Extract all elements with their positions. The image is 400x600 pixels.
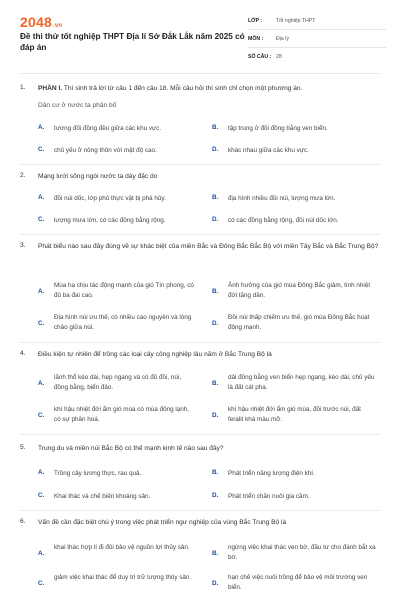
option-letter[interactable]: A. [38,550,45,557]
question-text: Điều kiện tự nhiên để trồng các loại cây công nghiệp lâu năm ở Bắc Trung Bộ là [38,351,272,358]
meta-row-subject [248,30,386,48]
meta-label: MÔN : [248,35,264,42]
meta-value: 28 [276,53,282,60]
option-letter[interactable]: C. [38,492,45,499]
option-text[interactable]: dải đồng bằng ven biển hẹp ngang, kéo dài, chủ yếu là đất cát pha. [228,374,375,391]
option-letter[interactable]: B. [212,469,219,476]
option-text[interactable]: ngừng việc khai thác ven bờ, đầu tư cho đánh bắt xa bờ. [228,544,376,561]
question-text: Trung du và miền núi Bắc Bộ có thế mạnh kinh tế nào sau đây? [38,445,224,452]
option-text[interactable]: lượng mưa lớn, có các đồng bằng rộng. [54,217,166,224]
question-text: Vấn đề cần đặc biệt chú ý trong việc phát triển ngư nghiệp của vùng Bắc Trung Bộ là [38,519,287,526]
question-text [38,84,380,94]
part-label: PHẦN I. [38,85,63,92]
option-text[interactable]: hạn chế việc nuôi trồng để bảo vệ môi trường ven biển. [228,574,368,591]
question-separator [20,164,380,165]
option-text[interactable]: Ảnh hưởng của gió mùa Đông Bắc giảm, tính nhiệt đới tăng dần. [228,282,371,299]
option-text[interactable]: khí hậu nhiệt đới ẩm gió mùa, đồi trước núi, đất feralit khá màu mỡ. [228,406,361,423]
option-letter[interactable]: B. [212,288,219,295]
option-letter[interactable]: C. [38,146,45,153]
option-text[interactable]: tập trung ở đồi đồng bằng ven biển. [228,125,328,132]
option-text[interactable]: Khai thác và chế biến khoáng sản. [54,493,151,500]
option-letter[interactable]: A. [38,380,45,387]
option-letter[interactable]: D. [212,216,219,223]
option-letter[interactable]: B. [212,380,219,387]
meta-row-class [248,12,386,30]
question-text: Phát biểu nào sau đây đúng về sự khác biệt của miền Bắc và Đông Bắc Bắc Bộ với miền Tây Bắc và Bắc Trung Bộ? [38,243,379,250]
option-letter[interactable]: A. [38,288,45,295]
option-text[interactable]: khác nhau giữa các khu vực. [228,147,309,154]
option-letter[interactable]: B. [212,194,219,201]
question-separator [20,234,380,235]
header [0,0,400,70]
option-text[interactable]: khí hậu nhiệt đới ẩm gió mùa có mùa đông lạnh, có sự phân hoá. [54,406,190,423]
option-letter[interactable]: A. [38,124,45,131]
question-separator [20,510,380,511]
question-number: 5. [20,444,26,451]
option-text[interactable]: Đồi núi thấp chiếm ưu thế, gió mùa Đông Bắc hoạt động mạnh. [228,314,370,331]
option-text[interactable]: Trồng cây lương thực, rau quả. [54,470,142,477]
question-separator [20,342,380,343]
option-text[interactable]: địa hình nhiều đồi núi, lượng mưa lớn. [228,195,336,202]
question-number: 4. [20,350,26,357]
option-text[interactable]: Phát triển chăn nuôi gia cầm. [228,493,310,500]
meta-label: LỚP : [248,17,263,24]
option-text[interactable]: có các đồng bằng rộng, đồi núi dốc lớn. [228,217,339,224]
question-number: 2. [20,172,26,179]
logo-main: 2048 [20,14,52,30]
question-stem: Dân cư ở nước ta phân bố [38,102,117,109]
option-letter[interactable]: B. [212,124,219,131]
question-number: 3. [20,242,26,249]
option-letter[interactable]: C. [38,216,45,223]
option-text[interactable]: tương đối đồng đều giữa các khu vực. [54,125,162,132]
page-title: Đề thi thử tốt nghiệp THPT Địa lí Sở Đắk Lắk năm 2025 có đáp án [20,32,245,52]
question-separator [20,434,380,435]
option-letter[interactable]: D. [212,580,219,587]
option-text[interactable]: đồi núi dốc, lớp phủ thực vật bị phá hủy. [54,195,166,202]
option-text[interactable]: Mùa hạ chịu tác động mạnh của gió Tín phong, có đủ ba đai cao. [54,282,194,299]
option-text[interactable]: lãnh thổ kéo dài, hẹp ngang và có đủ đồi, núi, đồng bằng, biển đảo. [54,374,182,391]
option-text[interactable]: Phát triển năng lượng điện khí. [228,470,315,477]
option-text[interactable]: giảm việc khai thác để duy trì trữ lượng thủy sản. [54,574,192,581]
part-instruction: Thí sinh trả lời từ câu 1 đến câu 18. Mỗi câu hỏi thí sinh chỉ chọn một phương án. [62,85,303,92]
logo-tld: .vn [52,23,63,29]
question-text: Mạng lưới sông ngòi nước ta dày đặc do [38,173,158,180]
meta-value: Địa lý [276,35,289,42]
option-letter[interactable]: C. [38,320,45,327]
option-letter[interactable]: D. [212,320,219,327]
option-letter[interactable]: A. [38,469,45,476]
question-number: 6. [20,518,26,525]
header-divider [20,73,380,74]
meta-label: SỐ CÂU : [248,53,272,60]
option-text[interactable]: chủ yếu ở nông thôn với mật độ cao. [54,147,157,154]
option-text[interactable]: Địa hình núi ưu thế, có nhiều cao nguyên và lòng chảo giữa núi. [54,314,192,331]
option-text[interactable]: khai thác hợp lí đi đôi bảo vệ nguồn lợi thủy sản. [54,544,190,551]
option-letter[interactable]: A. [38,194,45,201]
option-letter[interactable]: D. [212,146,219,153]
option-letter[interactable]: C. [38,580,45,587]
option-letter[interactable]: B. [212,550,219,557]
meta-value: Tốt nghiệp THPT [276,17,316,24]
question-number: 1. [20,84,26,91]
option-letter[interactable]: D. [212,492,219,499]
meta-row-count [248,48,386,65]
option-letter[interactable]: C. [38,412,45,419]
site-logo[interactable] [20,14,62,30]
meta-table [248,12,386,65]
option-letter[interactable]: D. [212,412,219,419]
